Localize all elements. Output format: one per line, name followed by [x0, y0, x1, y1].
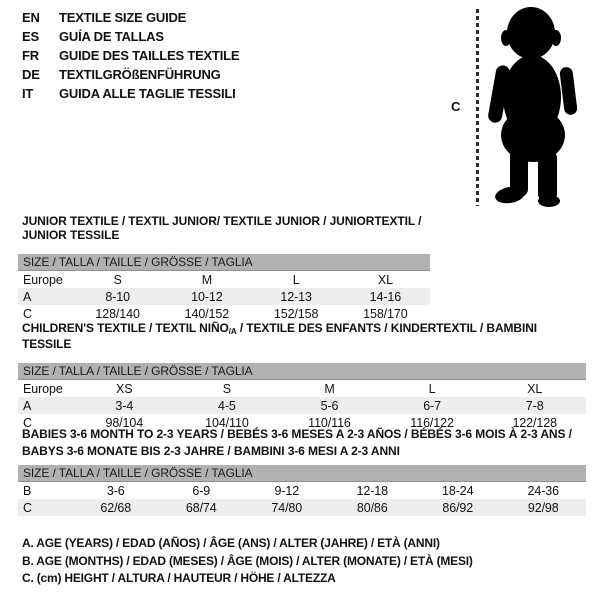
language-row — [22, 46, 239, 65]
table-row — [18, 288, 430, 305]
size-cell: 5-6 — [320, 398, 339, 413]
baby-silhouette-icon — [486, 5, 584, 207]
table-row — [18, 397, 586, 414]
footnote: B. AGE (MONTHS) / EDAD (MESES) / ÂGE (MOIS) / ALTER (MONATE) / ETÀ (MESI) — [22, 553, 473, 568]
footnote: C. (cm) HEIGHT / ALTURA / HAUTEUR / HÖHE / ALTEZZA — [22, 571, 336, 585]
language-row — [22, 8, 239, 27]
row-label-cell: Europe — [23, 272, 63, 287]
table-title: JUNIOR TEXTILE / TEXTIL JUNIOR/ TEXTILE JUNIOR / JUNIORTEXTIL / JUNIOR TESSILE — [22, 214, 422, 242]
size-cell: 122/128 — [512, 415, 557, 430]
size-cell: 6-9 — [192, 483, 211, 498]
language-row — [22, 84, 239, 103]
table-title-text: CHILDREN'S TEXTILE / TEXTIL NIÑO — [22, 321, 229, 335]
size-cell: M — [201, 272, 213, 287]
size-cell: 6-7 — [423, 398, 441, 413]
size-cell: 14-16 — [369, 289, 402, 304]
size-cell: 80/86 — [356, 500, 388, 515]
size-cell: XL — [527, 381, 543, 396]
size-cell: 8-10 — [105, 289, 130, 304]
table-title — [18, 426, 586, 459]
size-cell: 12-13 — [280, 289, 312, 304]
size-cell: 74/80 — [271, 500, 303, 515]
table-title-line: BABYS 3-6 MONATE BIS 2-3 JAHRE / BAMBINI 3-6 MESI A 2-3 ANNI — [22, 443, 400, 458]
size-cell: 9-12 — [274, 483, 300, 498]
size-cell: 116/122 — [410, 415, 454, 430]
height-measure-line — [476, 9, 479, 206]
size-cell: S — [113, 272, 122, 287]
size-cell: 140/152 — [184, 306, 230, 321]
table-row — [18, 271, 430, 288]
table-row — [18, 499, 586, 516]
row-label-cell: B — [23, 483, 32, 498]
language-code: ES — [22, 29, 39, 44]
footnotes — [22, 535, 473, 588]
row-label-cell: A — [23, 398, 32, 413]
table-title-line: BABIES 3-6 MONTH TO 2-3 YEARS / BEBÉS 3-6 MESES A 2-3 AÑOS / BÉBÉS 3-6 MOIS À 2-3 ANS / — [22, 427, 572, 441]
table-title-subscript: /A — [228, 327, 237, 336]
language-code: DE — [22, 67, 40, 82]
size-cell: 152/158 — [273, 306, 319, 321]
table-row — [18, 380, 586, 397]
language-row — [22, 27, 239, 46]
row-label-cell: C — [23, 306, 32, 321]
size-cell: 62/68 — [100, 500, 132, 515]
size-cell: XS — [116, 381, 133, 396]
table-row — [18, 305, 430, 322]
language-list — [22, 8, 239, 103]
size-cell: M — [324, 381, 335, 396]
size-cell: 7-8 — [525, 398, 544, 413]
language-row — [22, 65, 239, 84]
children-table-section — [18, 321, 586, 431]
size-cell: 104/110 — [205, 415, 249, 430]
size-cell: L — [292, 272, 300, 287]
size-cell: 3-4 — [115, 398, 134, 413]
size-cell: 18-24 — [442, 483, 474, 498]
size-cell: 86/92 — [442, 500, 474, 515]
size-cell: 92/98 — [527, 500, 559, 515]
language-code: FR — [22, 48, 39, 63]
table-title-text: / TEXTILE DES ENFANTS / KINDERTEXTIL / BAMBINI TESSILE — [22, 321, 538, 351]
size-table — [18, 271, 430, 322]
size-header-bar: SIZE / TALLA / TAILLE / GRÖSSE / TAGLIA — [18, 254, 430, 271]
language-code: IT — [22, 86, 34, 101]
size-cell: 68/74 — [185, 500, 217, 515]
size-cell: 4-5 — [218, 398, 236, 413]
size-header-bar: SIZE / TALLA / TAILLE / GRÖSSE / TAGLIA — [18, 363, 586, 380]
row-label-cell: C — [23, 415, 32, 430]
size-table — [18, 380, 586, 431]
language-label: GUIDE DES TAILLES TEXTILE — [59, 48, 240, 63]
row-label-cell: Europe — [23, 381, 63, 396]
language-label: TEXTILE SIZE GUIDE — [59, 10, 187, 25]
language-label: GUÍA DE TALLAS — [59, 29, 164, 44]
size-header-bar: SIZE / TALLA / TAILLE / GRÖSSE / TAGLIA — [18, 465, 586, 482]
row-label-cell: C — [23, 500, 32, 515]
language-code: EN — [22, 10, 40, 25]
babies-table-section — [18, 426, 586, 516]
size-cell: XL — [377, 272, 393, 287]
size-cell: S — [222, 381, 232, 396]
size-cell: 3-6 — [106, 483, 125, 498]
row-label-cell: A — [23, 289, 32, 304]
size-cell: 98/104 — [105, 415, 144, 430]
footnote: A. AGE (YEARS) / EDAD (AÑOS) / ÂGE (ANS) / ALTER (JAHRE) / ETÀ (ANNI) — [22, 536, 440, 550]
size-cell: 10-12 — [191, 289, 223, 304]
size-cell: 158/170 — [363, 306, 408, 321]
junior-table-section — [18, 214, 430, 322]
size-cell: 110/116 — [308, 415, 351, 430]
size-cell: 24-36 — [527, 483, 559, 498]
size-cell: L — [428, 381, 436, 396]
table-title — [18, 321, 586, 351]
language-label: GUIDA ALLE TAGLIE TESSILI — [59, 86, 236, 101]
measure-label-c: C — [451, 99, 461, 114]
size-table — [18, 482, 586, 516]
size-cell: 128/140 — [95, 306, 140, 321]
table-row — [18, 482, 586, 499]
size-cell: 12-18 — [356, 483, 388, 498]
language-label: TEXTILGRÖßENFÜHRUNG — [59, 67, 221, 82]
